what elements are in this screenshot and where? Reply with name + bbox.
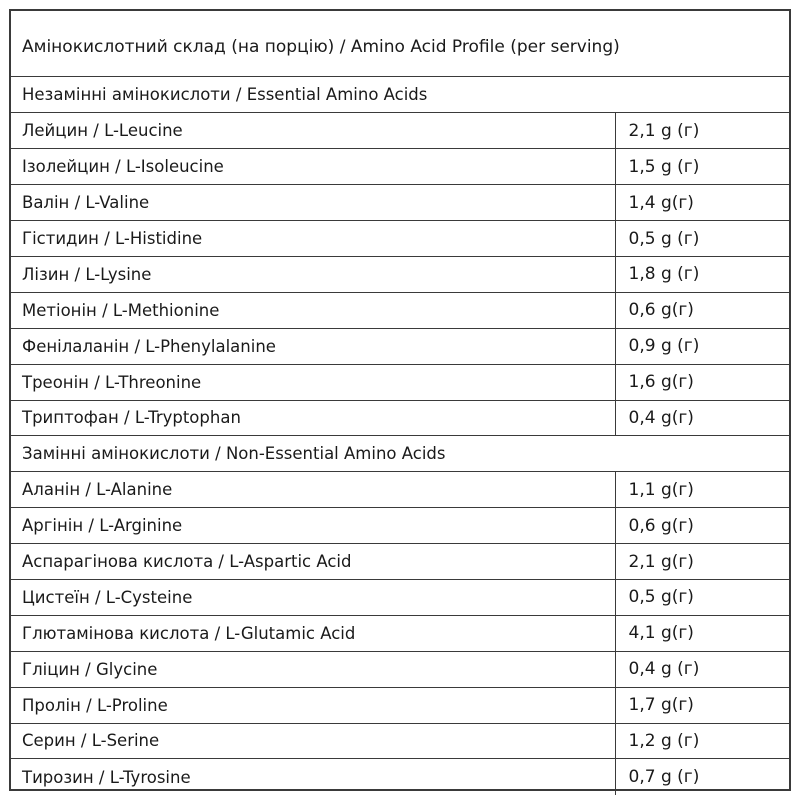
amino-acid-name: Валін / L-Valine <box>11 185 615 221</box>
table-title: Амінокислотний склад (на порцію) / Amino Acid Profile (per serving) <box>11 11 789 77</box>
table-row <box>11 472 789 508</box>
amino-acid-amount: 0,6 g(г) <box>615 508 789 544</box>
amino-acid-name: Пролін / L-Proline <box>11 687 615 723</box>
amino-acid-name: Треонін / L-Threonine <box>11 364 615 400</box>
section-row-non-essential <box>11 436 789 472</box>
amino-acid-grid <box>11 77 789 795</box>
table-row <box>11 221 789 257</box>
amino-acid-amount: 0,6 g(г) <box>615 292 789 328</box>
table-row <box>11 292 789 328</box>
table-row <box>11 759 789 795</box>
amino-acid-amount: 0,4 g (г) <box>615 651 789 687</box>
amino-acid-name: Гістидин / L-Histidine <box>11 221 615 257</box>
table-row <box>11 328 789 364</box>
amino-acid-name: Лейцин / L-Leucine <box>11 113 615 149</box>
amino-acid-amount: 4,1 g(г) <box>615 615 789 651</box>
amino-acid-amount: 0,4 g(г) <box>615 400 789 436</box>
amino-acid-name: Тирозин / L-Tyrosine <box>22 767 191 787</box>
table-row <box>11 651 789 687</box>
amino-acid-name: Лізин / L-Lysine <box>11 256 615 292</box>
table-row <box>11 508 789 544</box>
table-row <box>11 364 789 400</box>
amino-acid-amount: 2,1 g (г) <box>615 113 789 149</box>
amino-acid-name: Гліцин / Glycine <box>11 651 615 687</box>
amino-acid-table <box>9 9 791 791</box>
amino-acid-name: Серин / L-Serine <box>11 723 615 759</box>
section-heading-essential: Незамінні амінокислоти / Essential Amino Acids <box>11 77 789 113</box>
table-row <box>11 723 789 759</box>
amino-acid-amount: 0,5 g (г) <box>615 221 789 257</box>
table-row <box>11 113 789 149</box>
table-row <box>11 579 789 615</box>
amino-acid-name: Аланін / L-Alanine <box>11 472 615 508</box>
amino-acid-name: Триптофан / L-Tryptophan <box>11 400 615 436</box>
amino-acid-amount: 1,2 g (г) <box>615 723 789 759</box>
section-heading-non-essential: Замінні амінокислоти / Non-Essential Amino Acids <box>11 436 789 472</box>
amino-acid-name: Метіонін / L-Methionine <box>11 292 615 328</box>
amino-acid-amount: 1,5 g (г) <box>615 149 789 185</box>
amino-acid-amount: 1,4 g(г) <box>615 185 789 221</box>
table-row <box>11 615 789 651</box>
amino-acid-amount: 0,5 g(г) <box>615 579 789 615</box>
amino-acid-name: Цистеїн / L-Cysteine <box>11 579 615 615</box>
table-row <box>11 185 789 221</box>
amino-acid-name: Глютамінова кислота / L-Glutamic Acid <box>11 615 615 651</box>
table-row <box>11 256 789 292</box>
amino-acid-amount: 2,1 g(г) <box>615 544 789 580</box>
amino-acid-name: Аспарагінова кислота / L-Aspartic Acid <box>11 544 615 580</box>
amino-acid-amount: 0,9 g (г) <box>615 328 789 364</box>
table-row <box>11 544 789 580</box>
section-row-essential <box>11 77 789 113</box>
table-row <box>11 400 789 436</box>
amino-acid-amount: 0,7 g (г) <box>615 759 789 795</box>
table-row <box>11 149 789 185</box>
amino-acid-amount: 1,1 g(г) <box>615 472 789 508</box>
amino-acid-name: Аргінін / L-Arginine <box>11 508 615 544</box>
table-row <box>11 687 789 723</box>
amino-acid-name: Фенілаланін / L-Phenylalanine <box>11 328 615 364</box>
amino-acid-amount: 1,6 g(г) <box>615 364 789 400</box>
amino-acid-name: Ізолейцин / L-Isoleucine <box>11 149 615 185</box>
amino-acid-amount: 1,8 g (г) <box>615 256 789 292</box>
amino-acid-amount: 1,7 g(г) <box>615 687 789 723</box>
